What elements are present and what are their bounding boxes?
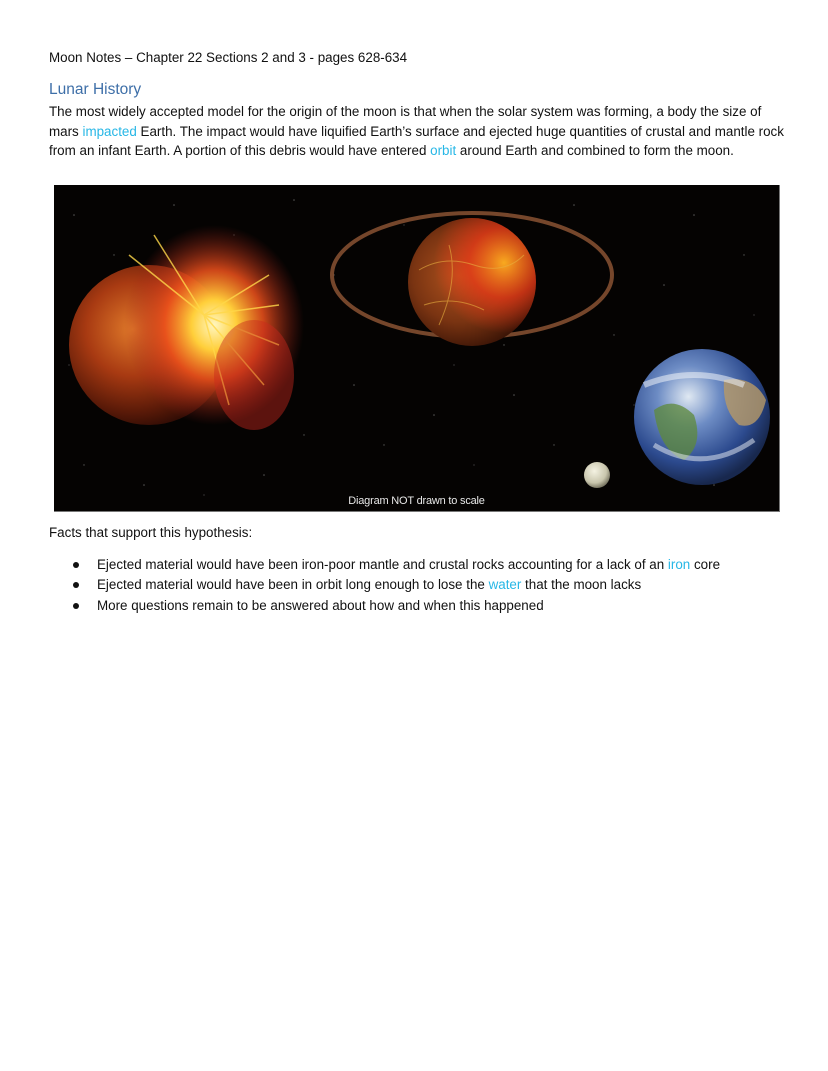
giant-impact-figure [54,185,780,512]
fact-text: Ejected material would have been iron-poor mantle and crustal rocks accounting for a lack of an [97,557,668,572]
facts-label: Facts that support this hypothesis: [49,525,253,540]
page-title: Moon Notes – Chapter 22 Sections 2 and 3 - pages 628-634 [49,50,408,65]
earth-and-moon [584,349,770,488]
keyword-impacted: impacted [82,123,137,139]
fact-text: core [690,557,721,572]
bullet-icon [73,562,79,568]
impact-scene [69,225,304,430]
keyword-iron: iron [667,557,691,572]
facts-list [49,555,809,616]
giant-impact-illustration [54,185,779,511]
intro-text: The most widely accepted model for the origin of the moon is that when the solar system was forming, a body the size of mars [49,104,762,139]
fact-text: Ejected material would have been in orbit long enough to lose the [97,577,489,593]
list-item [49,596,809,616]
figure-caption: Diagram NOT drawn to scale [348,495,485,507]
molten-earth-with-debris-ring [332,213,612,346]
fact-text: that the moon lacks [521,577,642,593]
bullet-icon [73,603,79,609]
intro-text: around Earth and combined to form the moon. [456,143,734,158]
list-item [49,575,809,595]
keyword-water: water [488,577,522,593]
intro-text: Earth. The impact would have liquified Earth’s surface and ejected huge quantities of crustal and mantle rock from an infant Earth. A portion of this debris would have entered [49,123,784,158]
intro-paragraph [49,102,789,161]
list-item [49,555,809,575]
fact-text: More questions remain to be answered about how and when this happened [97,597,544,613]
keyword-orbit: orbit [430,143,457,158]
section-heading: Lunar History [49,81,142,98]
bullet-icon [73,582,79,588]
